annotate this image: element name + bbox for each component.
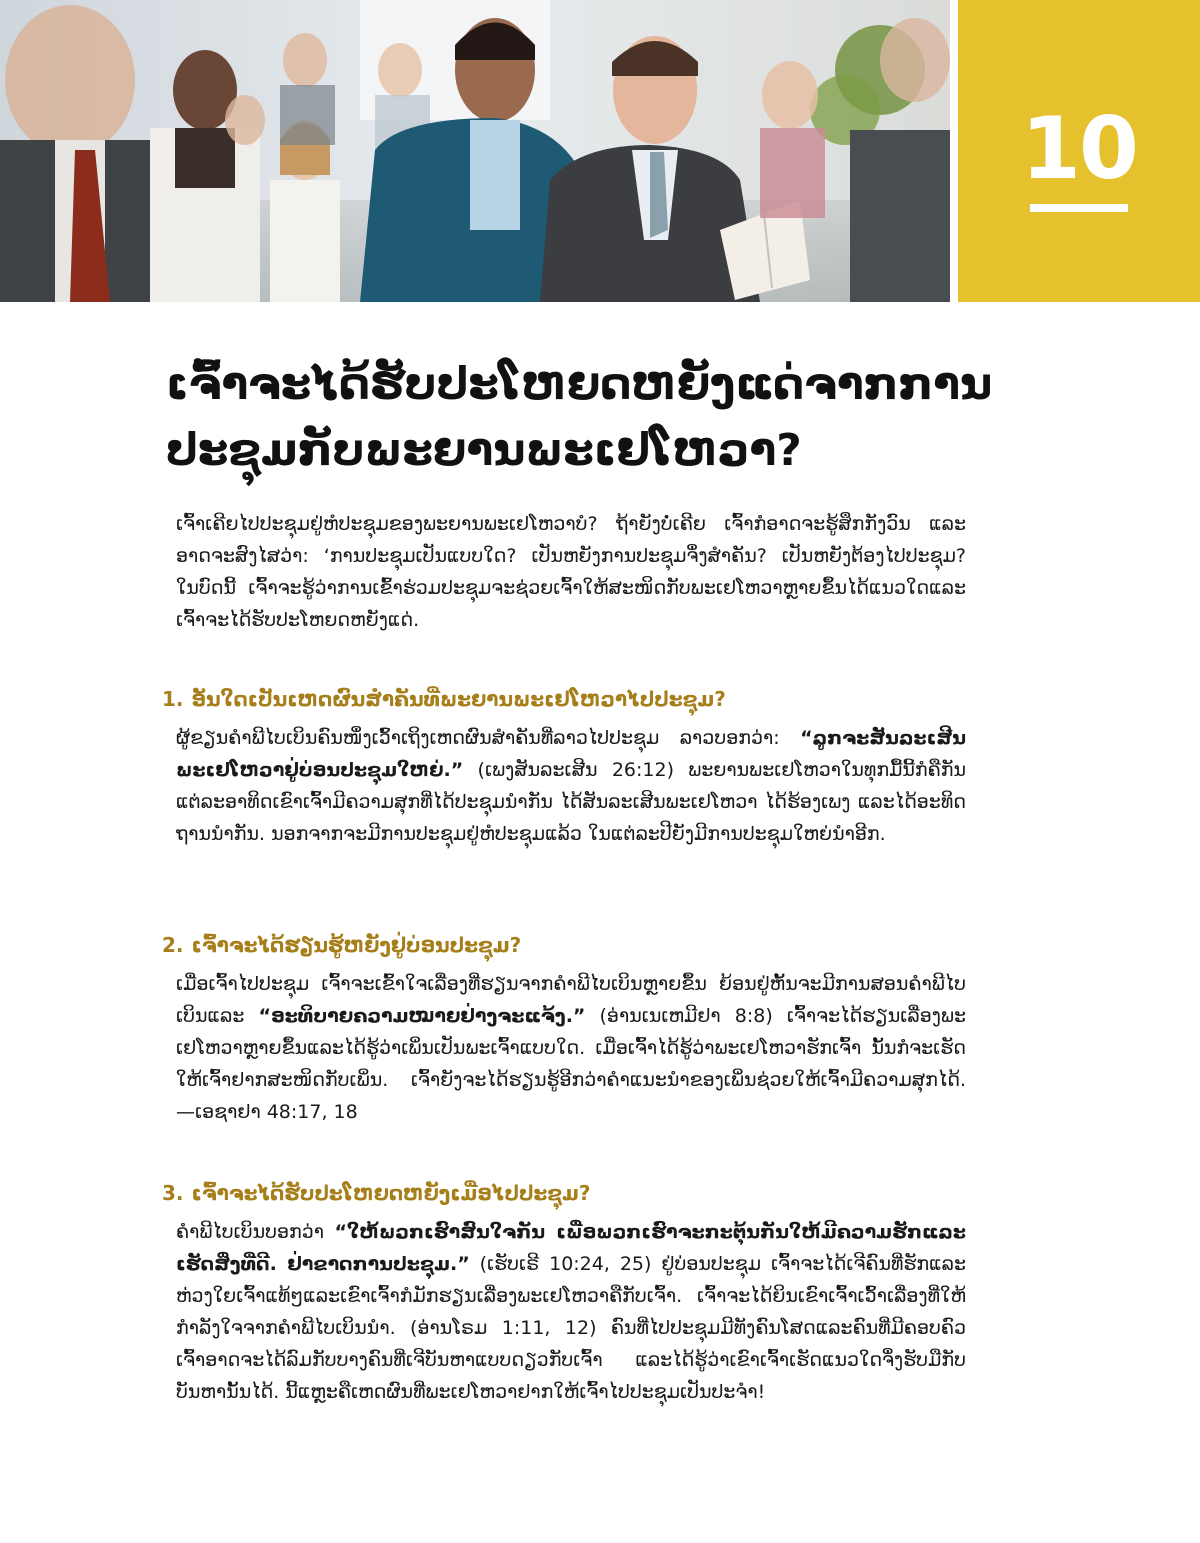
question-body [176,722,966,850]
question-section-2 [162,930,972,1128]
body-text-before: ເມື່ອເຈົ້າໄປປະຊຸມ ເຈົ້າຈະເຂົ້າໃຈເລື່ອງທີ່ຮຽນຈາກຄຳພີໄບເບິນຫຼາຍຂຶ້ນ ຍ້ອນຢູ່ຫັ້ນຈະມີການສອນຄຳພີໄບເບິນແລະ [176,973,966,1027]
scripture-quote: “ໃຫ້ພວກເຮົາສົນໃຈກັນ ເພື່ອພວກເຮົາຈະກະຕຸ້ນກັນໃຫ້ມີຄວາມຮັກແລະເຮັດສິ່ງທີ່ດີ. ຢ່າຂາດການປະຊຸມ.” [176,1221,966,1275]
question-number: 2. [162,933,184,957]
question-number: 1. [162,687,184,711]
scripture-quote: “ລູກຈະສັນລະເສີນພະເຢໂຫວາຢູ່ບ່ອນປະຊຸມໃຫຍ່.” [176,727,966,781]
body-text-after: (ເຮັບເຣີ 10:24, 25) ຢູ່ບ່ອນປະຊຸມ ເຈົ້າຈະໄດ້ເຈີຄົນທີ່ຮັກແລະຫ່ວງໃຍເຈົ້າແທ້ໆແລະເຂົາເຈົ້າກໍມັກຮຽນເລື່ອງພະເຢໂຫວາຄືກັບເຈົ້າ. ເຈົ້າຈະໄດ້ຍິນເຂົາເຈົ້າເວົ້າເລື່ອງທີ່ໃຫ້ກຳລັງໃຈຈາກຄຳພີໄບເບິນນຳ. (ອ່ານໂຣມ 1:11, 12) ຄົນທີ່ໄປປະຊຸມມີທັງຄົນໂສດແລະຄົນທີ່ມີຄອບຄົວ ເຈົ້າອາດຈະໄດ້ລົມກັບບາງຄົນທີ່ເຈີບັນຫາແບບດຽວກັບເຈົ້າ ແລະໄດ້ຮູ້ວ່າເຂົາເຈົ້າເຮັດແນວໃດຈຶ່ງຮັບມືກັບບັນຫານັ້ນໄດ້. ນີ້ແຫຼະຄືເຫດຜົນທີ່ພະເຢໂຫວາຢາກໃຫ້ເຈົ້າໄປປະຊຸມເປັນປະຈຳ! [176,1253,966,1403]
lesson-number-badge [958,0,1200,302]
meeting-audience-illustration [0,0,950,302]
question-section-3 [162,1178,972,1408]
question-heading-text: ອັນໃດເປັນເຫດຜົນສຳຄັນທີ່ພະຍານພະເຢໂຫວາໄປປະຊຸມ? [191,687,726,711]
question-heading-text: ເຈົ້າຈະໄດ້ຮຽນຮູ້ຫຍັງຢູ່ບ່ອນປະຊຸມ? [191,933,522,957]
question-heading-text: ເຈົ້າຈະໄດ້ຮັບປະໂຫຍດຫຍັງເມື່ອໄປປະຊຸມ? [191,1181,591,1205]
question-body [176,1216,966,1408]
body-text-before: ຄຳພີໄບເບິນບອກວ່າ [176,1221,335,1243]
hero-photo [0,0,950,302]
page-title: ເຈົ້າຈະໄດ້ຮັບປະໂຫຍດຫຍັງແດ່ຈາກການປະຊຸມກັບພະຍານພະເຢໂຫວາ? [166,359,993,476]
body-text-after: (ເພງສັນລະເສີນ 26:12) ພະຍານພະເຢໂຫວາໃນທຸກມື້ນີ້ກໍຄືກັນ ແຕ່ລະອາທິດເຂົາເຈົ້າມີຄວາມສຸກທີ່ໄດ້ປະຊຸມນຳກັນ ໄດ້ສັນລະເສີນພະເຢໂຫວາ ໄດ້ຮ້ອງເພງ ແລະໄດ້ອະທິດຖານນຳກັນ. ນອກຈາກຈະມີການປະຊຸມຢູ່ຫໍປະຊຸມແລ້ວ ໃນແຕ່ລະປີຍັງມີການປະຊຸມໃຫຍ່ນຳອີກ. [176,759,966,845]
scripture-quote: “ອະທິບາຍຄວາມໝາຍຢ່າງຈະແຈ້ງ.” [258,1005,586,1027]
body-text-before: ຜູ້ຂຽນຄຳພີໄບເບິນຄົນໜຶ່ງເວົ້າເຖິງເຫດຜົນສຳຄັນທີ່ລາວໄປປະຊຸມ ລາວບອກວ່າ: [176,727,801,749]
question-heading [162,1178,972,1208]
question-heading [162,930,972,960]
question-number: 3. [162,1181,184,1205]
question-body [176,968,966,1128]
question-heading [162,684,972,714]
body-text-after: (ອ່ານເນເຫມີຢາ 8:8) ເຈົ້າຈະໄດ້ຮຽນເລື່ອງພະເຢໂຫວາຫຼາຍຂຶ້ນແລະໄດ້ຮູ້ວ່າເພິ່ນເປັນພະເຈົ້າແບບໃດ. ເມື່ອເຈົ້າໄດ້ຮູ້ວ່າພະເຢໂຫວາຮັກເຈົ້າ ນັ້ນກໍຈະເຮັດໃຫ້ເຈົ້າຢາກສະໜິດກັບເພິ່ນ. ເຈົ້າຍັງຈະໄດ້ຮຽນຮູ້ອີກວ່າຄຳແນະນຳຂອງເພິ່ນຊ່ວຍໃຫ້ເຈົ້າມີຄວາມສຸກໄດ້.—ເອຊາຢາ 48:17, 18 [176,1005,966,1123]
intro-paragraph: ເຈົ້າເຄີຍໄປປະຊຸມຢູ່ຫໍປະຊຸມຂອງພະຍານພະເຢໂຫວາບໍ? ຖ້າຍັງບໍ່ເຄີຍ ເຈົ້າກໍອາດຈະຮູ້ສຶກກັງວົນ ແລະອາດຈະສົງໄສວ່າ: ‘ການປະຊຸມເປັນແບບໃດ? ເປັນຫຍັງການປະຊຸມຈຶ່ງສຳຄັນ? ເປັນຫຍັງຕ້ອງໄປປະຊຸມ? ໃນບົດນີ້ ເຈົ້າຈະຮູ້ວ່າການເຂົ້າຮ່ວມປະຊຸມຈະຊ່ວຍເຈົ້າໃຫ້ສະໜິດກັບພະເຢໂຫວາຫຼາຍຂຶ້ນໄດ້ແນວໃດແລະເຈົ້າຈະໄດ້ຮັບປະໂຫຍດຫຍັງແດ່. [176,513,966,631]
lesson-number: 10 [1021,99,1137,199]
question-section-1 [162,684,972,850]
lesson-number-underline [1030,204,1128,212]
